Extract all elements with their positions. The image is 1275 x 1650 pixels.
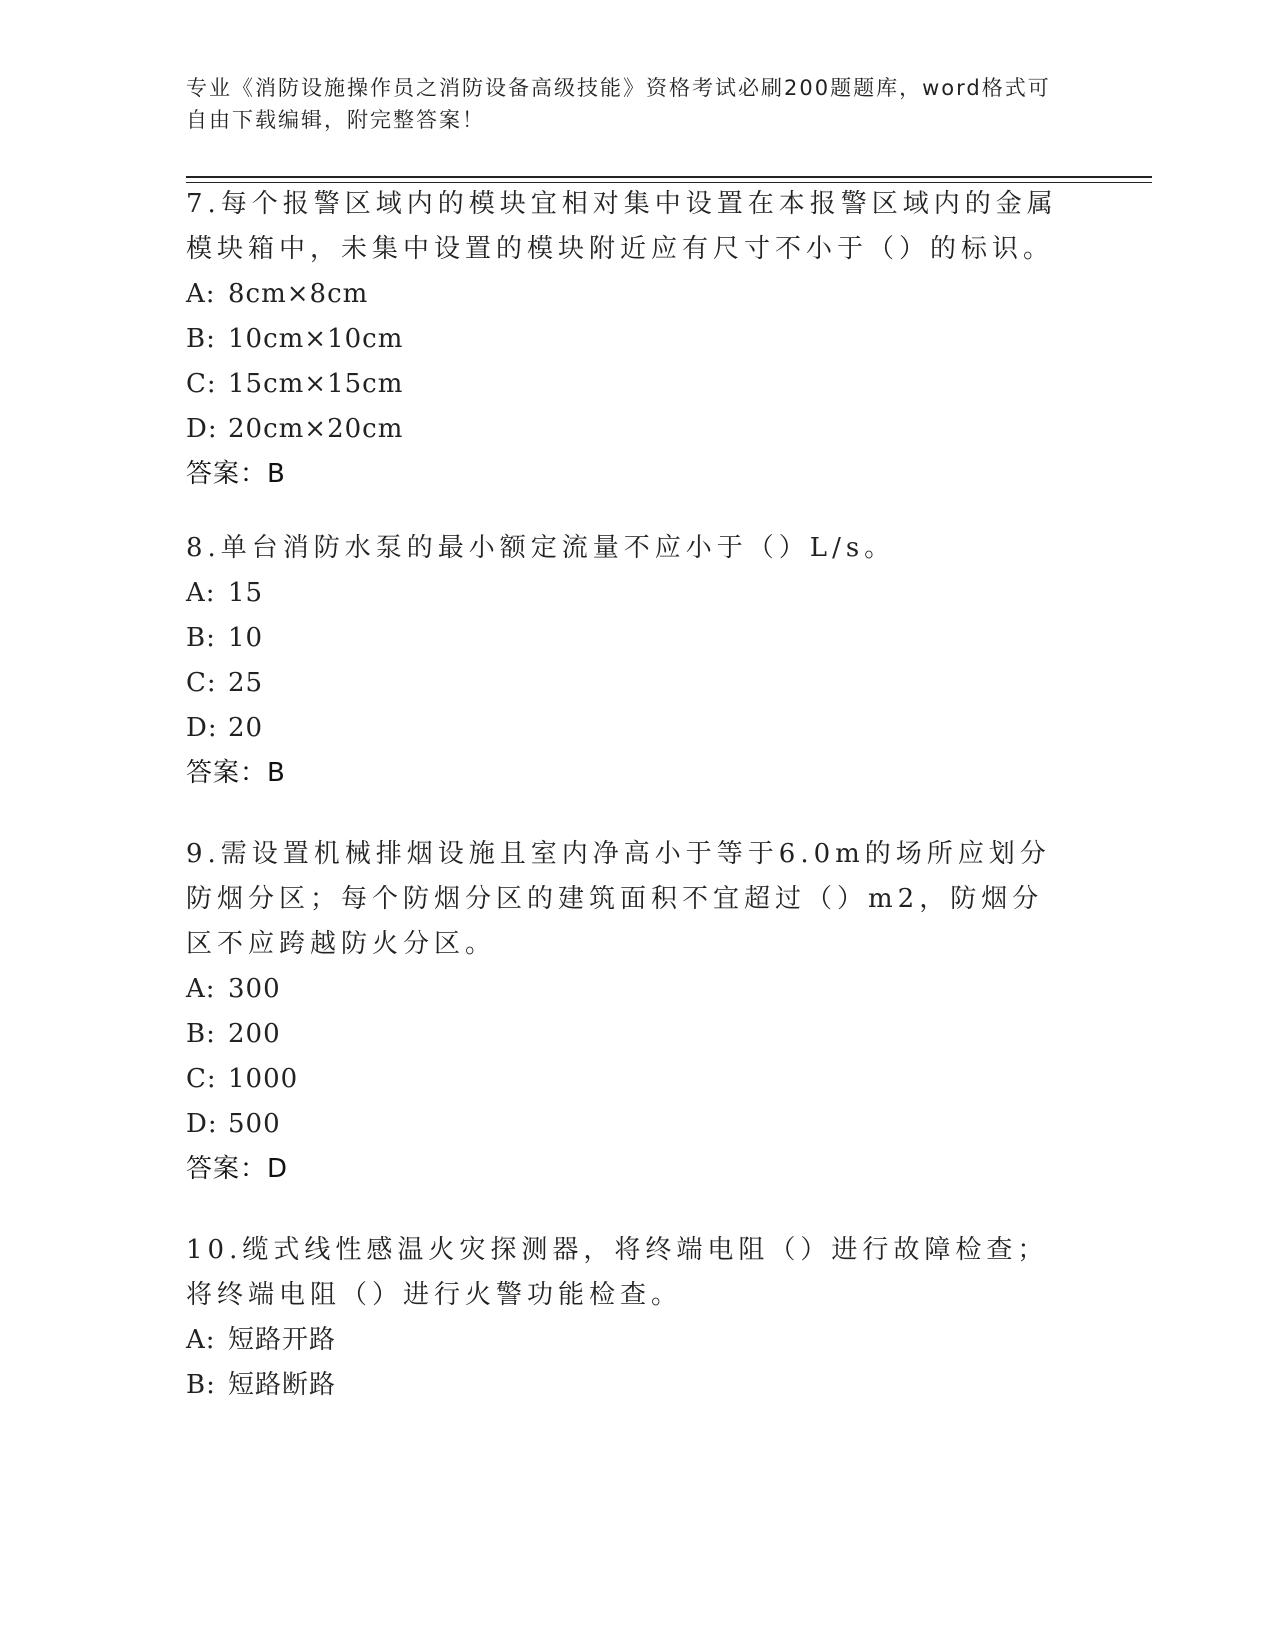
option-label: A: xyxy=(186,578,216,608)
option-value: 25 xyxy=(228,668,264,698)
question-7 xyxy=(186,182,1066,497)
option-label: A: xyxy=(186,1325,216,1355)
answer-text: 答案：B xyxy=(186,758,286,788)
option-label: D: xyxy=(186,414,218,444)
option-d xyxy=(186,706,1066,751)
option-value: 200 xyxy=(228,1019,281,1049)
option-a xyxy=(186,571,1066,616)
option-label: C: xyxy=(186,369,217,399)
option-d xyxy=(186,1102,1066,1147)
option-b xyxy=(186,1363,1066,1408)
option-label: D: xyxy=(186,1109,218,1139)
question-text: 7.每个报警区域内的模块宜相对集中设置在本报警区域内的金属模块箱中，未集中设置的模块附近应有尺寸不小于（）的标识。 xyxy=(186,189,1058,264)
option-label: A: xyxy=(186,279,216,309)
option-label: C: xyxy=(186,1064,217,1094)
option-a xyxy=(186,272,1066,317)
option-b xyxy=(186,616,1066,661)
option-a xyxy=(186,1318,1066,1363)
option-value: 15cm×15cm xyxy=(228,369,404,399)
option-d xyxy=(186,407,1066,452)
option-value: 500 xyxy=(228,1109,281,1139)
option-value: 10 xyxy=(228,623,264,653)
question-10 xyxy=(186,1228,1066,1408)
option-label: B: xyxy=(186,1019,216,1049)
option-value: 短路断路 xyxy=(228,1370,337,1400)
answer-text: 答案：D xyxy=(186,1154,289,1184)
option-label: B: xyxy=(186,1370,216,1400)
option-value: 15 xyxy=(228,578,264,608)
option-c xyxy=(186,661,1066,706)
option-b xyxy=(186,1012,1066,1057)
question-text: 8.单台消防水泵的最小额定流量不应小于（）L/s。 xyxy=(186,533,896,563)
option-value: 20cm×20cm xyxy=(228,414,404,444)
option-value: 10cm×10cm xyxy=(228,324,404,354)
document-header: 专业《消防设施操作员之消防设备高级技能》资格考试必刷200题题库，word格式可自由下载编辑，附完整答案！ xyxy=(186,76,1051,132)
option-value: 300 xyxy=(228,974,281,1004)
option-label: B: xyxy=(186,324,216,354)
option-label: B: xyxy=(186,623,216,653)
question-text: 9.需设置机械排烟设施且室内净高小于等于6.0m的场所应划分防烟分区；每个防烟分区的建筑面积不宜超过（）m2，防烟分区不应跨越防火分区。 xyxy=(186,839,1051,959)
option-c xyxy=(186,362,1066,407)
option-c xyxy=(186,1057,1066,1102)
option-value: 8cm×8cm xyxy=(228,279,369,309)
option-value: 短路开路 xyxy=(228,1325,337,1355)
question-8 xyxy=(186,526,1066,796)
option-label: A: xyxy=(186,974,216,1004)
option-a xyxy=(186,967,1066,1012)
question-text: 10.缆式线性感温火灾探测器，将终端电阻（）进行故障检查；将终端电阻（）进行火警功能检查。 xyxy=(186,1235,1049,1310)
option-value: 20 xyxy=(228,713,264,743)
answer-text: 答案：B xyxy=(186,459,286,489)
question-9 xyxy=(186,832,1066,1192)
header-divider xyxy=(186,176,1152,178)
option-label: C: xyxy=(186,668,217,698)
option-value: 1000 xyxy=(228,1064,299,1094)
option-b xyxy=(186,317,1066,362)
option-label: D: xyxy=(186,713,218,743)
